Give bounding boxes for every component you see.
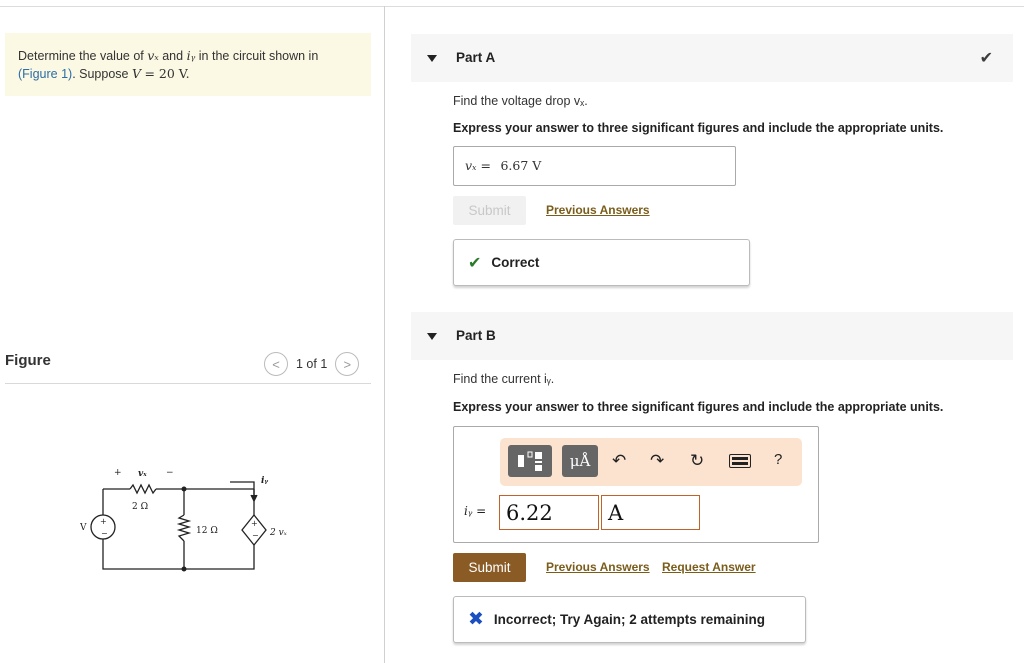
part-a-instruction: Express your answer to three significant figures and include the appropriate units.: [453, 121, 944, 135]
part-b-instruction: Express your answer to three significant figures and include the appropriate units.: [453, 400, 944, 414]
label-iy: iᵧ: [261, 476, 269, 486]
dep-minus-sign: −: [252, 531, 259, 540]
keyboard-shape: [729, 454, 751, 468]
part-b-header[interactable]: [411, 312, 1013, 360]
figure-pager: [264, 352, 359, 376]
problem-text: Determine the value of: [18, 49, 144, 63]
src-plus-sign: +: [100, 517, 107, 526]
circuit-diagram: [80, 465, 300, 575]
previous-answers-link-a[interactable]: Previous Answers: [546, 203, 650, 217]
node-bottom: [182, 567, 187, 572]
request-answer-link[interactable]: Request Answer: [662, 560, 756, 574]
checkmark-icon: ✔: [979, 50, 993, 67]
figure-title: Figure: [5, 352, 51, 369]
current-arrow: [230, 482, 254, 500]
prev-figure-button[interactable]: <: [264, 352, 288, 376]
problem-eq-value: = 20 V.: [144, 66, 190, 81]
x-icon: ✖: [468, 609, 484, 630]
feedback-text-a: Correct: [491, 255, 540, 270]
submit-button[interactable]: Submit: [453, 553, 526, 582]
unit-input[interactable]: A: [601, 495, 700, 530]
label-plus: +: [114, 468, 122, 478]
collapse-icon[interactable]: [427, 55, 437, 62]
arrow-head: [251, 495, 257, 501]
figure-link[interactable]: (Figure 1): [18, 67, 73, 81]
help-button[interactable]: ?: [774, 451, 783, 468]
label-minus: −: [166, 468, 174, 478]
label-dependent: 2 vₓ: [270, 528, 287, 538]
undo-icon[interactable]: ↶: [612, 451, 627, 470]
math-toolbar: [500, 438, 802, 486]
units-button[interactable]: μÅ: [562, 445, 598, 477]
feedback-incorrect: [453, 596, 806, 643]
keyboard-icon[interactable]: [729, 453, 751, 473]
problem-text-and: and: [162, 49, 184, 63]
resistor-2ohm: [130, 485, 156, 493]
answer-label: vₓ =: [465, 158, 491, 173]
previous-answers-link-b[interactable]: Previous Answers: [546, 560, 650, 574]
part-a-answer: [453, 146, 736, 186]
label-vx: vₓ: [138, 469, 147, 479]
feedback-text-b: Incorrect; Try Again; 2 attempts remaining: [493, 612, 765, 627]
value-input[interactable]: 6.22: [499, 495, 599, 530]
green-check-icon: ✔: [468, 254, 482, 272]
problem-text-post: in the circuit shown in: [198, 49, 319, 63]
problem-statement: [5, 33, 371, 96]
feedback-correct: [453, 239, 750, 286]
answer-label-b: [464, 504, 486, 518]
figure-divider: [5, 383, 371, 384]
var-iy: iᵧ: [186, 48, 196, 63]
problem-suppose: . Suppose: [72, 67, 129, 81]
template-icon[interactable]: [508, 445, 552, 477]
top-divider: [0, 6, 1024, 7]
node-top: [182, 487, 187, 492]
resistor-12ohm: [179, 515, 189, 541]
var-V: V: [131, 66, 141, 81]
part-a-header[interactable]: [411, 34, 1013, 82]
dep-plus-sign: +: [251, 519, 258, 528]
part-a-question: Find the voltage drop vₓ.: [453, 94, 588, 108]
reset-icon[interactable]: ↻: [690, 451, 705, 470]
next-figure-button[interactable]: >: [335, 352, 359, 376]
part-a-title: Part A: [456, 50, 496, 65]
label-r2: 12 Ω: [196, 526, 218, 536]
fraction-template-icon: [515, 450, 545, 472]
panel-divider: [384, 6, 385, 663]
submit-button-disabled: Submit: [453, 196, 526, 225]
redo-icon[interactable]: ↷: [650, 451, 665, 470]
label-r1: 2 Ω: [132, 502, 149, 512]
iy-label: iᵧ =: [464, 504, 487, 518]
collapse-icon[interactable]: [427, 333, 437, 340]
wire-loop: [103, 489, 254, 569]
label-source: V: [80, 523, 87, 533]
answer-value: 6.67 V: [500, 158, 542, 173]
part-b-question: Find the current iᵧ.: [453, 372, 555, 386]
page-count: 1 of 1: [296, 357, 328, 371]
part-b-title: Part B: [456, 328, 496, 343]
src-minus-sign: −: [101, 529, 108, 538]
var-vx: vₓ: [147, 48, 159, 63]
